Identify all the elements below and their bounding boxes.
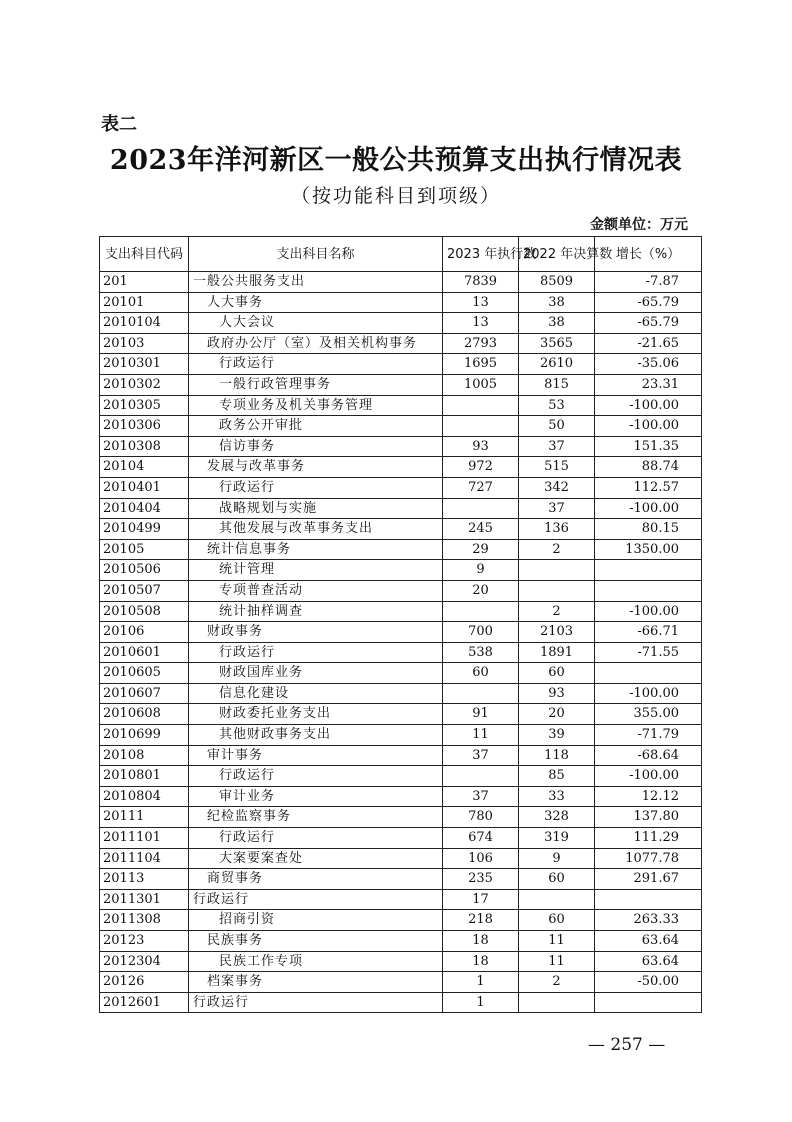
- row-2022-value: 38: [519, 292, 595, 313]
- row-name: 审计事务: [189, 745, 443, 766]
- row-2023-value: 245: [443, 519, 519, 540]
- row-2022-value: 53: [519, 395, 595, 416]
- row-2023-value: [443, 395, 519, 416]
- table-row: [100, 395, 702, 416]
- row-2022-value: 2: [519, 972, 595, 993]
- row-code: 2011101: [100, 828, 189, 849]
- table-row: [100, 622, 702, 643]
- table-row: [100, 560, 702, 581]
- row-code: 2010608: [100, 704, 189, 725]
- row-growth: [595, 663, 702, 684]
- row-2023-value: 7839: [443, 272, 519, 293]
- table-row: [100, 828, 702, 849]
- row-2023-value: 780: [443, 807, 519, 828]
- header-2022: 2022 年决算数: [519, 237, 595, 272]
- row-name: 民族工作专项: [189, 951, 443, 972]
- row-growth: -100.00: [595, 395, 702, 416]
- table-row: [100, 642, 702, 663]
- row-code: 20106: [100, 622, 189, 643]
- row-2022-value: 815: [519, 374, 595, 395]
- row-code: 2010306: [100, 416, 189, 437]
- row-2022-value: 38: [519, 313, 595, 334]
- row-growth: 112.57: [595, 477, 702, 498]
- table-row: [100, 972, 702, 993]
- row-name: 一般行政管理事务: [189, 374, 443, 395]
- row-2022-value: 50: [519, 416, 595, 437]
- row-code: 2010499: [100, 519, 189, 540]
- row-code: 20113: [100, 869, 189, 890]
- row-2022-value: 328: [519, 807, 595, 828]
- row-code: 2010804: [100, 786, 189, 807]
- row-2022-value: 118: [519, 745, 595, 766]
- row-name: 信访事务: [189, 436, 443, 457]
- row-2022-value: 342: [519, 477, 595, 498]
- row-growth: -68.64: [595, 745, 702, 766]
- row-growth: [595, 580, 702, 601]
- row-2023-value: 13: [443, 313, 519, 334]
- row-growth: -100.00: [595, 683, 702, 704]
- row-name: 民族事务: [189, 931, 443, 952]
- row-growth: [595, 992, 702, 1013]
- row-growth: 23.31: [595, 374, 702, 395]
- row-code: 2010605: [100, 663, 189, 684]
- row-name: 专项普查活动: [189, 580, 443, 601]
- row-2023-value: 20: [443, 580, 519, 601]
- row-growth: -21.65: [595, 333, 702, 354]
- row-2023-value: 9: [443, 560, 519, 581]
- row-name: 审计业务: [189, 786, 443, 807]
- row-growth: -100.00: [595, 601, 702, 622]
- row-name: 招商引资: [189, 910, 443, 931]
- row-2023-value: [443, 416, 519, 437]
- row-code: 2010508: [100, 601, 189, 622]
- row-growth: 80.15: [595, 519, 702, 540]
- table-row: [100, 498, 702, 519]
- row-code: 2010401: [100, 477, 189, 498]
- table-row: [100, 992, 702, 1013]
- row-2022-value: 60: [519, 869, 595, 890]
- table-row: [100, 580, 702, 601]
- row-name: 行政运行: [189, 354, 443, 375]
- row-2022-value: 33: [519, 786, 595, 807]
- row-2022-value: [519, 580, 595, 601]
- table-row: [100, 436, 702, 457]
- table-row: [100, 807, 702, 828]
- header-2023: 2023 年执行数: [443, 237, 519, 272]
- row-code: 2010305: [100, 395, 189, 416]
- row-growth: 137.80: [595, 807, 702, 828]
- row-name: 行政运行: [189, 477, 443, 498]
- row-name: 纪检监察事务: [189, 807, 443, 828]
- row-growth: 151.35: [595, 436, 702, 457]
- row-2023-value: 93: [443, 436, 519, 457]
- table-row: [100, 457, 702, 478]
- row-code: 2012304: [100, 951, 189, 972]
- row-name: 一般公共服务支出: [189, 272, 443, 293]
- row-name: 专项业务及机关事务管理: [189, 395, 443, 416]
- table-row: [100, 745, 702, 766]
- row-growth: 1077.78: [595, 848, 702, 869]
- row-growth: 12.12: [595, 786, 702, 807]
- row-code: 2011104: [100, 848, 189, 869]
- row-name: 人大会议: [189, 313, 443, 334]
- row-2023-value: 18: [443, 931, 519, 952]
- row-code: 2010801: [100, 766, 189, 787]
- row-name: 政府办公厅（室）及相关机构事务: [189, 333, 443, 354]
- row-2022-value: 11: [519, 951, 595, 972]
- row-growth: 63.64: [595, 931, 702, 952]
- row-2022-value: 11: [519, 931, 595, 952]
- row-2022-value: 37: [519, 436, 595, 457]
- row-2022-value: 85: [519, 766, 595, 787]
- row-growth: -65.79: [595, 313, 702, 334]
- row-2023-value: [443, 683, 519, 704]
- table-row: [100, 601, 702, 622]
- row-growth: -100.00: [595, 498, 702, 519]
- table-row: [100, 292, 702, 313]
- row-growth: 63.64: [595, 951, 702, 972]
- row-2023-value: 29: [443, 539, 519, 560]
- row-name: 统计抽样调查: [189, 601, 443, 622]
- table-row: [100, 663, 702, 684]
- row-code: 2010308: [100, 436, 189, 457]
- row-2022-value: 136: [519, 519, 595, 540]
- table-row: [100, 416, 702, 437]
- row-growth: -71.79: [595, 725, 702, 746]
- row-2023-value: 60: [443, 663, 519, 684]
- row-name: 财政事务: [189, 622, 443, 643]
- row-code: 2010301: [100, 354, 189, 375]
- row-growth: -35.06: [595, 354, 702, 375]
- row-growth: -71.55: [595, 642, 702, 663]
- row-code: 2012601: [100, 992, 189, 1013]
- row-growth: [595, 560, 702, 581]
- row-name: 统计管理: [189, 560, 443, 581]
- expenditure-table: [99, 236, 702, 1013]
- row-growth: [595, 889, 702, 910]
- row-growth: -66.71: [595, 622, 702, 643]
- table-row: [100, 725, 702, 746]
- table-row: [100, 889, 702, 910]
- row-2023-value: 37: [443, 745, 519, 766]
- row-2022-value: 3565: [519, 333, 595, 354]
- row-2023-value: 17: [443, 889, 519, 910]
- row-code: 20101: [100, 292, 189, 313]
- unit-note: 金额单位：万元: [590, 217, 688, 233]
- row-growth: 291.67: [595, 869, 702, 890]
- row-2023-value: 18: [443, 951, 519, 972]
- row-2023-value: 235: [443, 869, 519, 890]
- row-growth: -100.00: [595, 766, 702, 787]
- row-code: 2010404: [100, 498, 189, 519]
- row-2022-value: 37: [519, 498, 595, 519]
- row-2022-value: [519, 560, 595, 581]
- row-2022-value: 20: [519, 704, 595, 725]
- row-2023-value: [443, 498, 519, 519]
- row-2023-value: 218: [443, 910, 519, 931]
- row-name: 人大事务: [189, 292, 443, 313]
- row-name: 行政运行: [189, 766, 443, 787]
- row-name: 大案要案查处: [189, 848, 443, 869]
- row-growth: 1350.00: [595, 539, 702, 560]
- row-2022-value: 60: [519, 910, 595, 931]
- row-name: 战略规划与实施: [189, 498, 443, 519]
- row-2022-value: 515: [519, 457, 595, 478]
- row-code: 2010302: [100, 374, 189, 395]
- row-2023-value: [443, 601, 519, 622]
- row-growth: 355.00: [595, 704, 702, 725]
- table-row: [100, 477, 702, 498]
- row-code: 2011308: [100, 910, 189, 931]
- row-code: 2010104: [100, 313, 189, 334]
- row-2023-value: 727: [443, 477, 519, 498]
- row-code: 2010506: [100, 560, 189, 581]
- row-2023-value: 13: [443, 292, 519, 313]
- row-2023-value: 91: [443, 704, 519, 725]
- table-row: [100, 848, 702, 869]
- row-code: 20103: [100, 333, 189, 354]
- row-name: 政务公开审批: [189, 416, 443, 437]
- row-2023-value: 1005: [443, 374, 519, 395]
- table-row: [100, 786, 702, 807]
- row-2022-value: [519, 889, 595, 910]
- row-code: 20105: [100, 539, 189, 560]
- row-2022-value: 2103: [519, 622, 595, 643]
- table-row: [100, 869, 702, 890]
- row-2023-value: 674: [443, 828, 519, 849]
- row-code: 2010699: [100, 725, 189, 746]
- table-row: [100, 931, 702, 952]
- row-code: 2010507: [100, 580, 189, 601]
- page-subtitle: （按功能科目到项级）: [290, 185, 501, 207]
- row-2022-value: 93: [519, 683, 595, 704]
- row-growth: -100.00: [595, 416, 702, 437]
- table-row: [100, 539, 702, 560]
- row-code: 20111: [100, 807, 189, 828]
- row-growth: 111.29: [595, 828, 702, 849]
- row-name: 其他财政事务支出: [189, 725, 443, 746]
- table-row: [100, 704, 702, 725]
- row-name: 行政运行: [189, 642, 443, 663]
- row-growth: -65.79: [595, 292, 702, 313]
- table-row: [100, 272, 702, 293]
- table-row: [100, 951, 702, 972]
- table-row: [100, 374, 702, 395]
- table-label: 表二: [101, 114, 137, 135]
- page-number: — 257 —: [588, 1035, 666, 1055]
- row-growth: 263.33: [595, 910, 702, 931]
- row-code: 2010607: [100, 683, 189, 704]
- row-2022-value: 2: [519, 601, 595, 622]
- row-growth: 88.74: [595, 457, 702, 478]
- row-2022-value: 2610: [519, 354, 595, 375]
- header-name: 支出科目名称: [189, 237, 443, 272]
- table-row: [100, 333, 702, 354]
- row-name: 行政运行: [189, 889, 443, 910]
- row-name: 财政国库业务: [189, 663, 443, 684]
- row-growth: -7.87: [595, 272, 702, 293]
- table-row: [100, 766, 702, 787]
- row-2023-value: 37: [443, 786, 519, 807]
- row-code: 20108: [100, 745, 189, 766]
- row-2022-value: 319: [519, 828, 595, 849]
- row-name: 行政运行: [189, 828, 443, 849]
- row-2023-value: 700: [443, 622, 519, 643]
- row-2022-value: 2: [519, 539, 595, 560]
- row-2023-value: 11: [443, 725, 519, 746]
- row-code: 201: [100, 272, 189, 293]
- page-title: 2023年洋河新区一般公共预算支出执行情况表: [109, 145, 683, 176]
- table-row: [100, 313, 702, 334]
- row-name: 发展与改革事务: [189, 457, 443, 478]
- row-2022-value: 9: [519, 848, 595, 869]
- table-header-row: [100, 237, 702, 272]
- row-code: 20123: [100, 931, 189, 952]
- row-2023-value: 1: [443, 992, 519, 1013]
- table-row: [100, 683, 702, 704]
- row-growth: -50.00: [595, 972, 702, 993]
- row-2023-value: 1695: [443, 354, 519, 375]
- table-row: [100, 354, 702, 375]
- row-name: 统计信息事务: [189, 539, 443, 560]
- row-code: 20104: [100, 457, 189, 478]
- row-2023-value: 972: [443, 457, 519, 478]
- row-name: 其他发展与改革事务支出: [189, 519, 443, 540]
- row-2022-value: 1891: [519, 642, 595, 663]
- row-2022-value: [519, 992, 595, 1013]
- table-row: [100, 519, 702, 540]
- header-growth: 增长（%）: [595, 237, 702, 272]
- row-name: 档案事务: [189, 972, 443, 993]
- row-2022-value: 60: [519, 663, 595, 684]
- table-row: [100, 910, 702, 931]
- row-name: 行政运行: [189, 992, 443, 1013]
- row-2022-value: 39: [519, 725, 595, 746]
- row-code: 20126: [100, 972, 189, 993]
- row-2022-value: 8509: [519, 272, 595, 293]
- row-2023-value: 106: [443, 848, 519, 869]
- row-2023-value: 1: [443, 972, 519, 993]
- header-code: 支出科目代码: [100, 237, 189, 272]
- row-2023-value: [443, 766, 519, 787]
- row-2023-value: 538: [443, 642, 519, 663]
- row-name: 商贸事务: [189, 869, 443, 890]
- row-name: 财政委托业务支出: [189, 704, 443, 725]
- row-name: 信息化建设: [189, 683, 443, 704]
- row-2023-value: 2793: [443, 333, 519, 354]
- row-code: 2011301: [100, 889, 189, 910]
- row-code: 2010601: [100, 642, 189, 663]
